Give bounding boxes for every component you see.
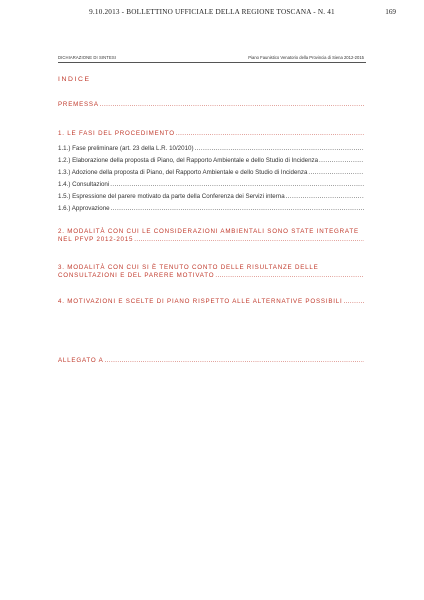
toc-leader-dots xyxy=(344,298,364,305)
page-number: 169 xyxy=(385,8,396,16)
toc-entry-label: 1.3.) Adozione della proposta di Piano, del Rapporto Ambientale e dello Studio di Incidenza xyxy=(58,169,308,176)
toc-entry-label: 1. LE FASI DEL PROCEDIMENTO xyxy=(58,130,175,137)
toc-leader-dots xyxy=(111,205,364,212)
toc-subentry-1-1 xyxy=(58,145,364,152)
toc-subentry-1-4 xyxy=(58,181,364,188)
toc-entry-section-1 xyxy=(58,130,364,137)
toc-subentry-1-3 xyxy=(58,169,364,176)
toc-leader-dots xyxy=(176,130,364,137)
toc-leader-dots xyxy=(195,145,364,152)
toc-leader-dots xyxy=(308,169,364,176)
toc-entry-label: 1.6.) Approvazione xyxy=(58,205,110,212)
toc-title: INDICE xyxy=(58,76,91,83)
toc-entry-label-line2: NEL PFVP 2012-2015 xyxy=(58,236,134,244)
toc-entry-label: 1.2.) Elaborazione della proposta di Piano, del Rapporto Ambientale e dello Studio di Incidenza xyxy=(58,157,319,164)
toc-leader-dots xyxy=(134,236,364,244)
toc-entry-label: 1.5.) Espressione del parere motivato da parte della Conferenza dei Servizi interna xyxy=(58,193,285,200)
toc-subentry-1-6 xyxy=(58,205,364,212)
toc-entry-label: ALLEGATO A xyxy=(58,357,104,364)
document-type-label: DICHIARAZIONE DI SINTESI xyxy=(58,55,117,60)
toc-entry-label: 1.4.) Consultazioni xyxy=(58,181,110,188)
toc-entry-section-2 xyxy=(58,228,364,244)
toc-entry-label-line1: 2. MODALITÀ CON CUI LE CONSIDERAZIONI AMBIENTALI SONO STATE INTEGRATE xyxy=(58,228,359,235)
toc-leader-dots xyxy=(286,193,364,200)
toc-leader-dots xyxy=(110,181,364,188)
toc-entry-label-line1: 3. MODALITÀ CON CUI SI È TENUTO CONTO DELLE RISULTANZE DELLE xyxy=(58,264,319,271)
toc-entry-label: PREMESSA xyxy=(58,101,99,108)
toc-entry-allegato xyxy=(58,357,364,364)
toc-entry-premessa xyxy=(58,101,364,108)
toc-subentry-1-5 xyxy=(58,193,364,200)
document-title-label: Piano Faunistico Venatorio della Provincia di Siena 2012-2015 xyxy=(248,55,364,60)
toc-entry-label: 1.1.) Fase preliminare (art. 23 della L.R. 10/2010) xyxy=(58,145,194,152)
toc-leader-dots xyxy=(319,157,364,164)
toc-subentry-1-2 xyxy=(58,157,364,164)
toc-entry-section-3 xyxy=(58,264,364,280)
toc-leader-dots xyxy=(105,357,364,364)
running-head: 9.10.2013 - BOLLETTINO UFFICIALE DELLA REGIONE TOSCANA - N. 41 xyxy=(89,8,335,16)
toc-entry-label-line2: CONSULTAZIONI E DEL PARERE MOTIVATO xyxy=(58,272,215,280)
toc-entry-label: 4. MOTIVAZIONI E SCELTE DI PIANO RISPETTO ALLE ALTERNATIVE POSSIBILI xyxy=(58,298,343,305)
toc-leader-dots xyxy=(100,101,364,108)
toc-leader-dots xyxy=(215,272,364,280)
header-rule xyxy=(58,62,366,63)
toc-entry-section-4 xyxy=(58,298,364,305)
